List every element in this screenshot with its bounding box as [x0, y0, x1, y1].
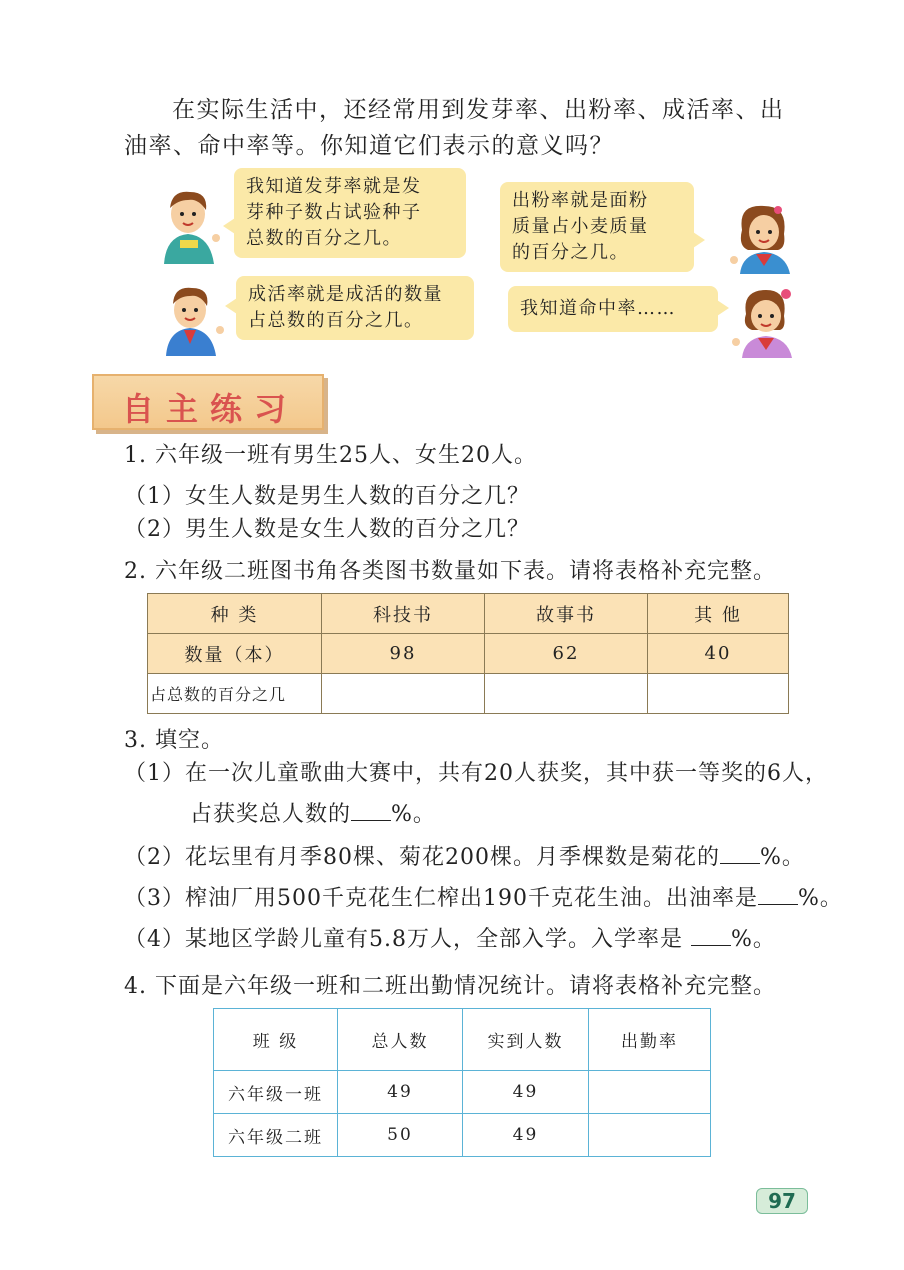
- table-header-cell: 实到人数: [463, 1009, 589, 1071]
- percent-sign: %。: [731, 927, 776, 952]
- q1-sub1: （1）女生人数是男生人数的百分之几？: [124, 484, 530, 509]
- answer-cell[interactable]: [589, 1071, 711, 1114]
- table-cell: 98: [322, 634, 485, 674]
- table-header-cell: 种 类: [148, 594, 322, 634]
- table-row: [148, 634, 789, 674]
- intro-line-1: 在实际生活中，还经常用到发芽率、出粉率、成活率、出: [172, 97, 785, 123]
- answer-blank[interactable]: [691, 924, 731, 946]
- percent-sign: %。: [797, 886, 843, 911]
- q3-stem: 3. 填空。: [124, 728, 224, 753]
- table-cell: 六年级二班: [214, 1114, 338, 1157]
- intro-line-2: 油率、命中率等。你知道它们表示的意义吗？: [124, 133, 614, 159]
- girl-figure-1: [728, 200, 798, 274]
- speech-bubble-flour-rate: [500, 182, 694, 272]
- bubble-line: 总数的百分之几。: [246, 228, 402, 249]
- table-row: [148, 674, 789, 714]
- table-header-cell: 班 级: [214, 1009, 338, 1071]
- answer-blank[interactable]: [351, 799, 391, 821]
- q3-sub1: （1）在一次儿童歌曲大赛中，共有20人获奖，其中获一等奖的6人，: [124, 761, 828, 786]
- q3-sub1-text: 占获奖总人数的: [190, 802, 352, 827]
- section-banner: [92, 374, 324, 430]
- speech-bubble-survival-rate: [236, 276, 474, 340]
- q3-sub2: [124, 842, 805, 873]
- q1-sub2: （2）男生人数是女生人数的百分之几？: [124, 517, 530, 542]
- table-cell: 六年级一班: [214, 1071, 338, 1114]
- bubble-line: 的百分之几。: [512, 242, 629, 263]
- girl-figure-2: [730, 286, 798, 358]
- table-header-row: [148, 594, 789, 634]
- answer-blank[interactable]: [720, 842, 760, 864]
- table-cell: 40: [648, 634, 789, 674]
- section-title: 自主练习: [122, 390, 299, 428]
- q1-stem: 1. 六年级一班有男生25人、女生20人。: [124, 443, 537, 468]
- q4-stem: 4. 下面是六年级一班和二班出勤情况统计。请将表格补充完整。: [124, 974, 776, 999]
- percent-sign: %。: [759, 845, 805, 870]
- table-cell: 49: [338, 1071, 463, 1114]
- table-row: [214, 1114, 711, 1157]
- bubble-line: 我知道命中率……: [520, 298, 676, 319]
- speech-bubble-hit-rate: [508, 286, 718, 332]
- bubble-line: 出粉率就是面粉: [512, 190, 649, 211]
- book-category-table: [147, 593, 789, 714]
- bubble-line: 成活率就是成活的数量: [248, 284, 443, 305]
- bubble-line: 我知道发芽率就是发: [246, 176, 422, 197]
- attendance-table: [213, 1008, 711, 1157]
- row-label-quantity: 数量（本）: [148, 634, 322, 674]
- table-cell: 49: [463, 1114, 589, 1157]
- table-row: [214, 1071, 711, 1114]
- table-header-cell: 出勤率: [589, 1009, 711, 1071]
- q3-sub2-text: （2）花坛里有月季80棵、菊花200棵。月季棵数是菊花的: [124, 845, 720, 870]
- table-cell: 62: [485, 634, 648, 674]
- intro-paragraph: [124, 92, 824, 164]
- answer-cell[interactable]: [485, 674, 648, 714]
- boy-figure-1: [158, 186, 222, 264]
- q3-sub4: [124, 924, 776, 955]
- speech-bubble-germination: [234, 168, 466, 258]
- page-number: 97: [756, 1188, 808, 1214]
- table-header-cell: 其 他: [648, 594, 789, 634]
- answer-cell[interactable]: [322, 674, 485, 714]
- table-cell: 50: [338, 1114, 463, 1157]
- q3-sub4-text: （4）某地区学龄儿童有5.8万人，全部入学。入学率是: [124, 927, 683, 952]
- q3-sub3-text: （3）榨油厂用500千克花生仁榨出190千克花生油。出油率是: [124, 886, 758, 911]
- q3-sub1-line2: [190, 799, 436, 830]
- q3-sub3: [124, 883, 843, 914]
- bubble-line: 质量占小麦质量: [512, 216, 649, 237]
- percent-sign: %。: [391, 802, 436, 827]
- answer-blank[interactable]: [758, 883, 798, 905]
- answer-cell[interactable]: [589, 1114, 711, 1157]
- table-header-row: [214, 1009, 711, 1071]
- table-cell: 49: [463, 1071, 589, 1114]
- q2-stem: 2. 六年级二班图书角各类图书数量如下表。请将表格补充完整。: [124, 559, 776, 584]
- bubble-line: 占总数的百分之几。: [248, 310, 424, 331]
- answer-cell[interactable]: [648, 674, 789, 714]
- bubble-line: 芽种子数占试验种子: [246, 202, 422, 223]
- boy-figure-2: [160, 284, 226, 356]
- table-header-cell: 科技书: [322, 594, 485, 634]
- table-header-cell: 总人数: [338, 1009, 463, 1071]
- table-header-cell: 故事书: [485, 594, 648, 634]
- row-label-percent: 占总数的百分之几: [148, 674, 322, 714]
